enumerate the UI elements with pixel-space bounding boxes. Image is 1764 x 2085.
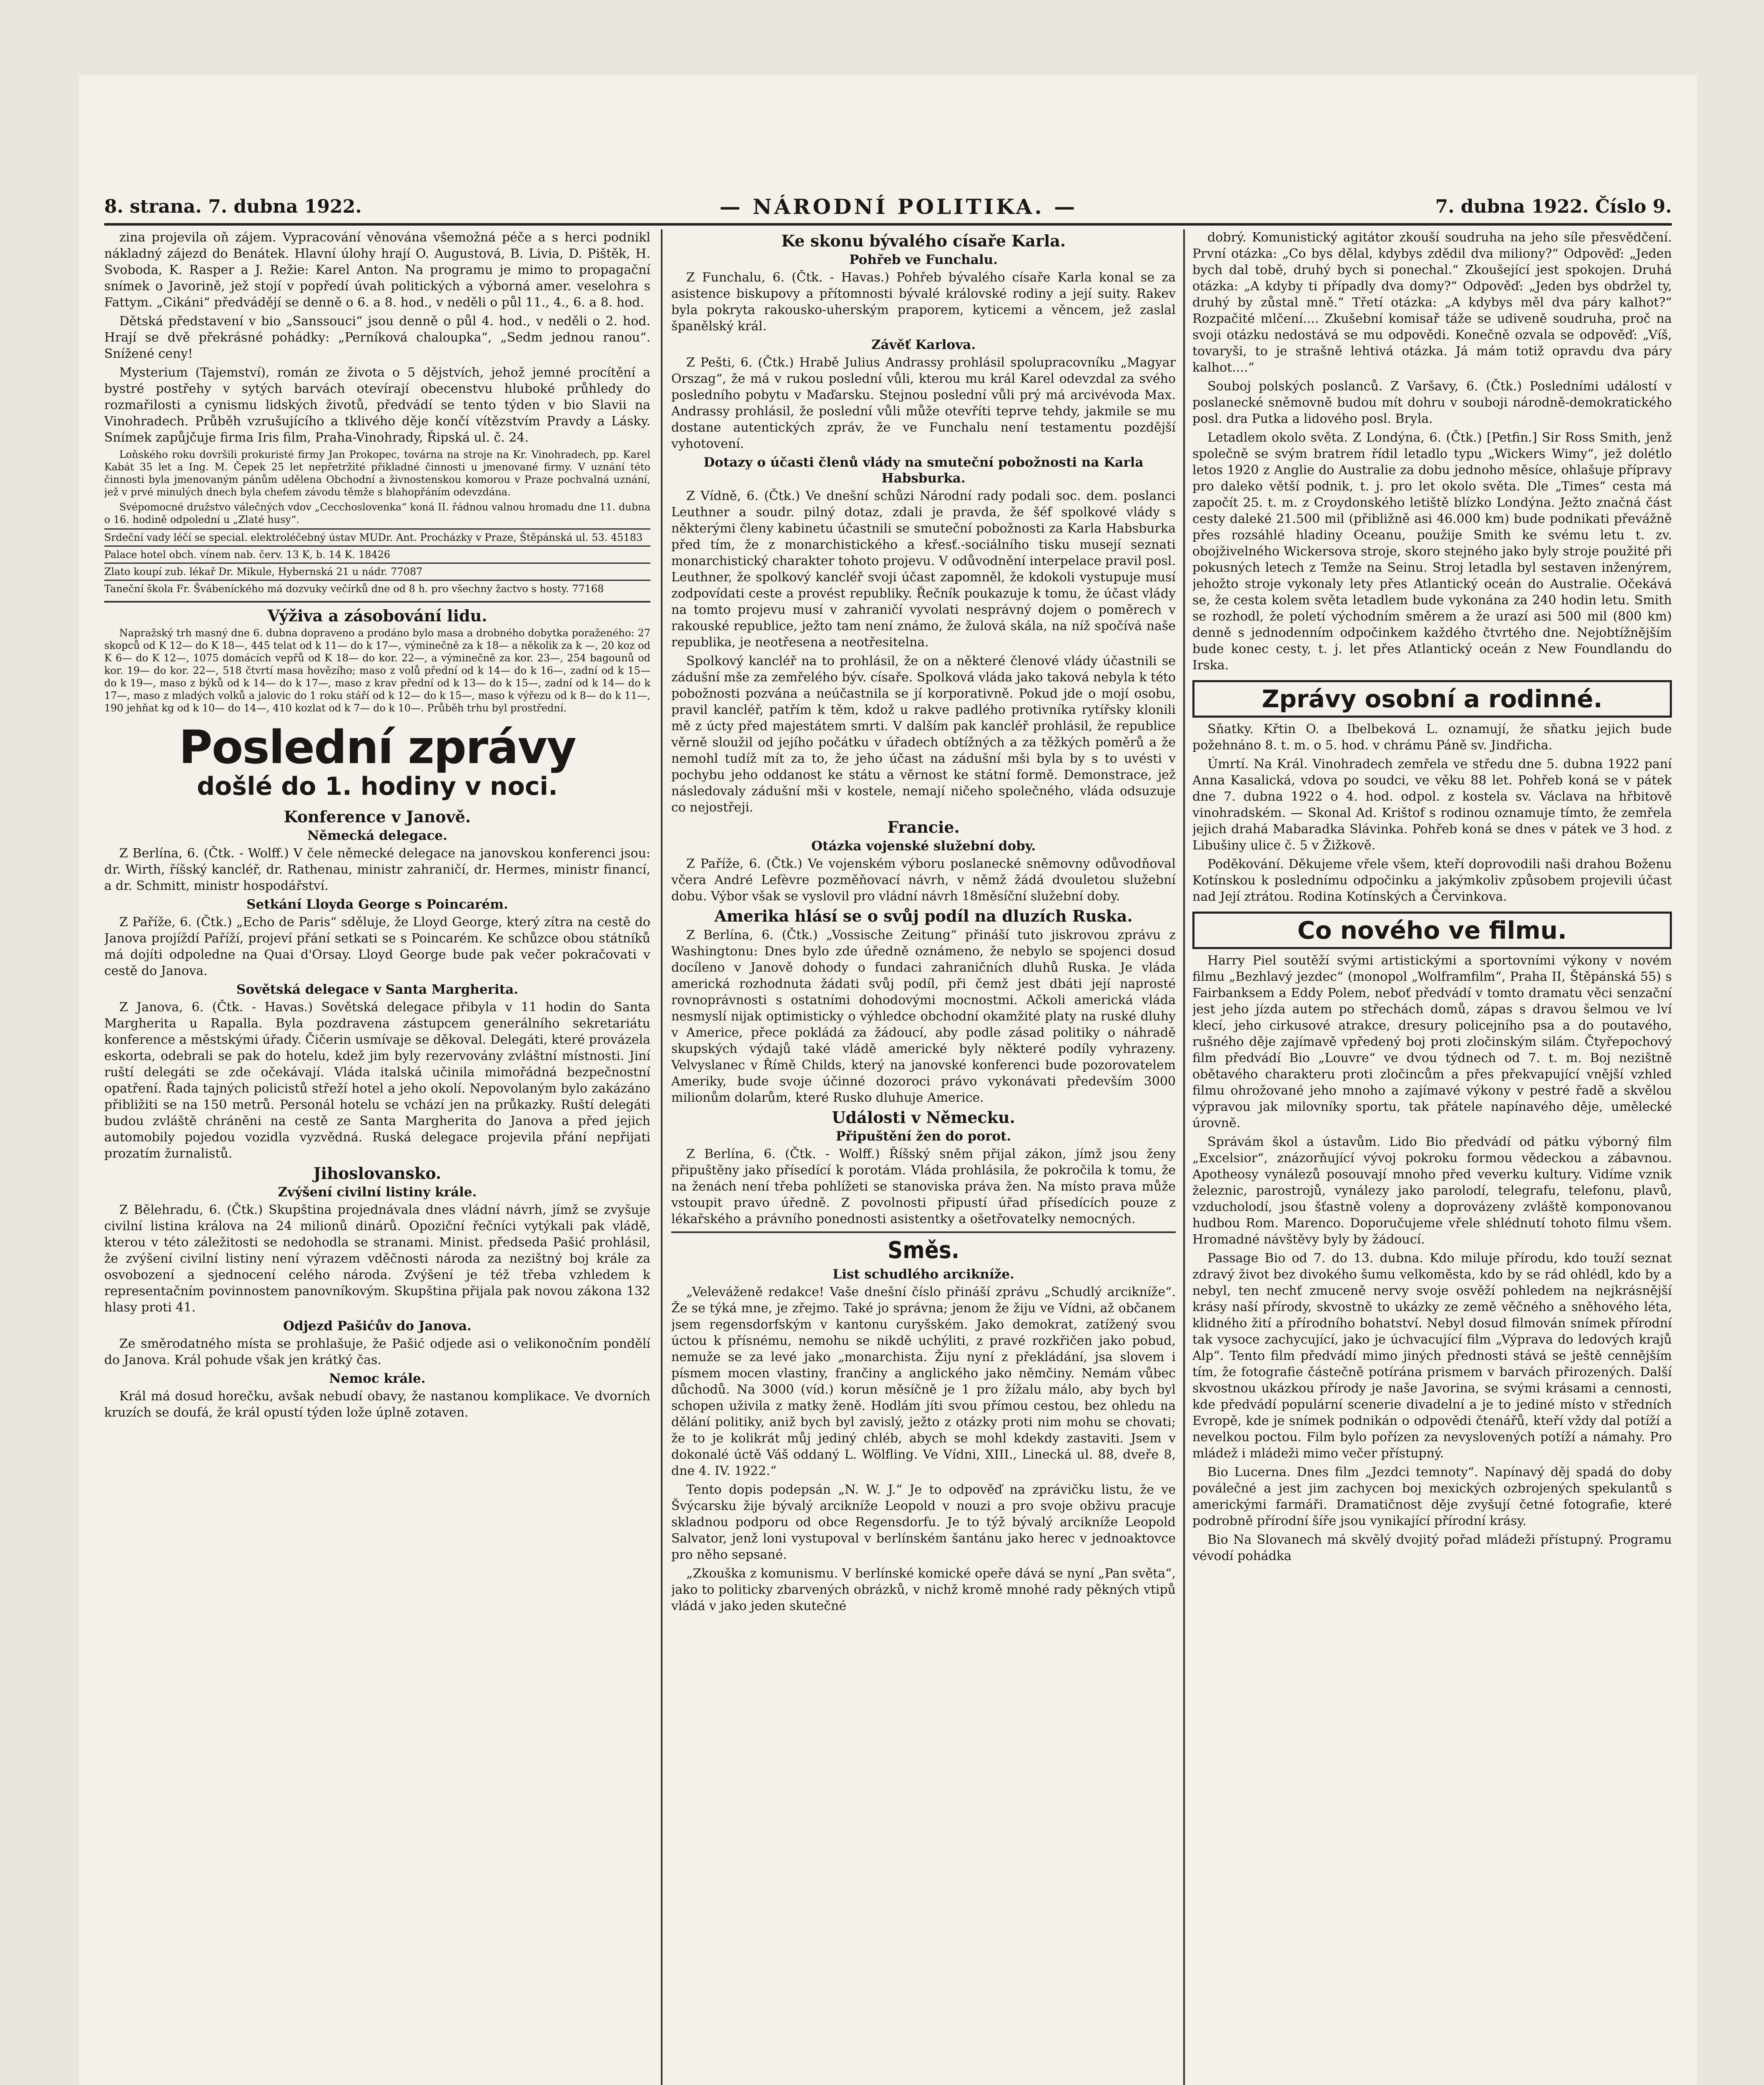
article-paragraph: Z Berlína, 6. (Čtk. - Wolff.) V čele německé delegace na janovskou konferenci jsou: dr. Wirth, říšský kancléř, dr. Rathenau, ministr zahraničí, dr. Hermes, ministr financí, a dr. Schmitt, ministr hospodářství. — [104, 846, 650, 893]
subheading: Otázka vojenské služební doby. — [811, 839, 1036, 854]
subheading: Připuštění žen do porot. — [836, 1129, 1011, 1144]
article-paragraph: Z Berlína, 6. (Čtk.) „Vossische Zeitung“ přináší tuto jiskrovou zprávu z Washingtonu: Dnes bylo zde úředně oznámeno, že nebylo se spojenci dosud docíleno v Janově dohody o fundaci zahraničních dluhů Ruska. Je vláda americká rozhodnuta žádati svůj podíl, při čemž jest dbáti její naprosté rovnoprávnosti s ostatními dohodovými mocnostmi. Ačkoli americká vláda nesmyslí nijak optimisticky o výhledce obchodní okamžité platy na ruské dluhy v Americe, přece pokládá za žádoucí, aby podle zásad politiky o náhradě skupských výdajů také vládě americké byly některé podíly vyhrazeny. Velvyslanec v Římě Childs, který na janovské konferenci bude pozorovatelem Ameriky, bude svoje účinné dozoroci právo vykonávati především 3000 milionům dolarům, které Rusko dluhuje Americe. — [671, 928, 1176, 1105]
article-paragraph: Správám škol a ústavům. Lido Bio předvádí od pátku výborný film „Excelsior“, znázorňující vývoj pokroku formou vědeckou a zábavnou. Apotheosy vynálezů posouvají mnoho před veverku kultury. Vidíme vznik železnic, parostrojů, vynálezy jako parolodí, telegrafu, telefonu, plavů, vzducholodí, jsou šťastně voleny a doprovázeny zvláště komponovanou hudbou Rom. Marenco. Doporučujeme vřele shlédnutí tohoto filmu všem. Hromadné návštěvy byly by žádoucí. — [1192, 1135, 1672, 1247]
subheading: Německá delegace. — [307, 828, 447, 843]
column-rule — [1183, 229, 1185, 2085]
article-paragraph: Z Bělehradu, 6. (Čtk.) Skupština projednávala dnes vládní návrh, jímž se zvyšuje civilní listina králova na 24 milionů dinárů. Opoziční řečníci vytýkali pak vládě, kterou v této záležitosti se nedohodla se stranami. Minist. předseda Pašić prohlásil, že zvýšení civilní listiny není výrazem vděčnosti národa za nezištný boj krále za osvobození a sjednocení celého národa. Zvýšení je též třeba vzhledem k representačním povinnostem panovníkovým. Skupština přijala pak novou zákona 132 hlasy proti 41. — [104, 1203, 650, 1315]
column-right — [1192, 229, 1672, 2085]
headline-latest-news: Poslední zprávy — [179, 721, 576, 774]
article-paragraph: Bio Na Slovanech má skvělý dvojitý pořad mládeži přístupný. Programu vévodí pohádka — [1192, 1532, 1672, 1563]
article-paragraph: Passage Bio od 7. do 13. dubna. Kdo miluje přírodu, kdo touží seznat zdravý život bez divokého šumu velkoměsta, kdo by se rád ohlédl, kdo by a nebyl, ten nechť zmuceně nervy svoje osvěží pohledem na nejkrásnější krásy naší přírody, skvostně to ukázky ze země věčného a sněhového léta, klidného žití a přírodního bohatství. Nebyl dosud filmován snímek přírodní tak vysoce zachycující, jako je úchvacující film „Výprava do ledových krajů Alp“. Tento film předvádí mimo jiných přednosti stává se ještě cennějším tím, že fotografie částečně potírána prismem v barvách přirozených. Další skvostnou ukázkou přírody je naše Javorina, se svými krásami a cennosti, kde předvádí populární scenerie divadelní a je to jediné místo v středních Evropě, kde je snímek podnikán o odpovědi čtenářů, kteří vždy dal potíží a nevelkou poctou. Film bylo pořízen za nevyslovených potíží a námahy. Pro mládež i mládeži mimo večer přístupný. — [1192, 1251, 1672, 1461]
header-right: 7. dubna 1922. Číslo 9. — [1435, 196, 1672, 217]
headline-subtitle: došlé do 1. hodiny v noci. — [197, 772, 558, 801]
article-paragraph: Sňatky. Křtin O. a Ibelbeková L. oznamují, že sňatku jejich bude požehnáno 8. t. m. o 5. hod. v chrámu Páně sv. Jindřicha. — [1192, 722, 1672, 753]
section-heading-personal: Zprávy osobní a rodinné. — [1192, 680, 1672, 718]
subheading: Dotazy o účasti členů vlády na smuteční pobožnosti na Karla Habsburka. — [703, 455, 1144, 486]
divider — [104, 601, 650, 603]
article-paragraph: zina projevila oň zájem. Vypracování věnována všemožná péče a s herci podnikl nákladný zájezd do Benátek. Hlavní úlohy hrají O. Augustová, B. Livia, D. Pištěk, H. Svoboda, K. Rasper a J. Režie: Karel Anton. Na programu je mimo to propagační snímek o Javorině, jež stojí v popředí úvah politických a výborná amer. veselohra s Fattym. „Cikáni“ předvádějí se denně o 6. a 8. hod., v neděli o půl 11., 4., 6. a 8. hod. — [104, 230, 650, 310]
article-paragraph: Spolkový kancléř na to prohlásil, že on a některé členové vlády účastnili se zádušní mše za zemřelého býv. císaře. Spolková vláda jako taková nebyla k této pobožnosti pozvána a neúčastnila se jí korporativně. Pokud jde o mojí osobu, pravil kancléř, patřím k těm, kdož u rakve padlého protivníka rytířsky klonili mě z úcty před majestátem smrti. V dalším pak kancléř prohlásil, že republice věrně sloužil od jejího počátku v úřadech obtížných a za těžkých poměrů a že nemohl tudíž mít za to, že jeho účast na zádušní mši byla by s to uvésti v pochybu jeho oddanost ke státu a věrnost ke státní formě. Demonstrace, jež následovaly zádušní mši v kostele, nemají ničeho společného, vláda odsuzuje co nejostřeji. — [671, 654, 1176, 815]
article-paragraph: dobrý. Komunistický agitátor zkouší soudruha na jeho síle přesvědčení. První otázka: „Co bys dělal, kdybys zdědil dva miliony?“ Odpověď: „Jeden bych dal tobě, druhý bych si ponechal.“ Zkoušející jest spokojen. Druhá otázka: „A kdyby ti případly dva domy?“ Odpověď: „Jeden bys obdržel ty, druhý by zůstal mně.“ Třetí otázka: „A kdybys měl dva páry kalhot?“ Rozpačité mlčení.... Zkušební komisař táže se udiveně soudruha, proč na svoji otázku nedostává se mu odpovědi. Konečně ozvala se odpověď: „Víš, tovaryši, to je strašně lehtivá otázka. Já mám totiž opravdu dva páry kalhot....“ — [1192, 230, 1672, 375]
article-paragraph: Z Berlína, 6. (Čtk. - Wolff.) Říšský sněm přijal zákon, jímž jsou ženy připuštěny jako přísedící k porotám. Vláda prohlásila, že pokročila k tomu, že na ženách není třeba pohlížeti se stanoviska práva žen. Na místo prava může vstoupit pravo úředně. Z povolnosti připustí úřad přísedících pouze z lékařského a právního ponednosti asistentky a ošetřovatelky nemocných. — [671, 1147, 1176, 1226]
subheading: Zvýšení civilní listiny krále. — [278, 1185, 477, 1200]
article-paragraph: Souboj polských poslanců. Z Varšavy, 6. (Čtk.) Posledními událostí v poslanecké sněmovně budou mít dohru v souboji národně-demokratického posl. dra Putka a lidového posl. Bryla. — [1192, 379, 1672, 426]
article-paragraph: Ze směrodatného místa se prohlašuje, že Pašić odjede asi o velikonočním pondělí do Janova. Král pohude však jen krátký čas. — [104, 1336, 650, 1367]
article-paragraph: Napražský trh masný dne 6. dubna dopraveno a prodáno bylo masa a drobného dobytka poraženého: 27 skopců od K 12— do K 18—, 445 telat od k 11— do k 17—, výminečně za k 18— a několik za k —, 20 koz od K 6— do K 12—, 1075 domácích vepřů od K 18— do kor. 22—, a výminečně za kor. 23—, 254 bagounů od kor. 19— do kor. 22—, 518 čtvrtí masa hovězího; maso z volů přední od k 14— do k 16—, zadní od k 15— do k 19—, maso z býků od k 14— do k 17—, maso z krav přední od k 13— do k 15—, zadní od k 14— do k 17—, maso z mladých volků a jalovic do 1 roku stáří od k 12— do k 15—, maso k výřezu od k 8— do k 11—, 190 jehňat kg od k 10— do 14—, 410 kozlat od k 7— do k 10—. Průběh trhu byl prostřední. — [104, 627, 650, 714]
article-paragraph: Úmrtí. Na Král. Vinohradech zemřela ve středu dne 5. dubna 1922 paní Anna Kasalická, vdova po soudci, ve věku 88 let. Pohřeb koná se v pátek dne 7. dubna 1922 o 4. hod. odpol. z kostela sv. Václava na hřbitově vinohradském. — Skonal Ad. Krištof s rodinou oznamuje tímto, že zemřela jejich drahá Mabaradka Slávinka. Pohřeb koná se dnes v pátek ve 3 hod. z Libušiny ulice č. 5 v Žižkově. — [1192, 757, 1672, 853]
subheading: Závěť Karlova. — [871, 337, 976, 352]
article-paragraph: Z Vídně, 6. (Čtk.) Ve dnešní schůzi Národní rady podali soc. dem. poslanci Leuthner a soudr. pilný dotaz, zdali je pravda, že šéf spolkové vlády s některými členy kabinetu účastnili se smuteční pobožnosti za Karla Habsburka před tím, že z monarchistického a křesť.-sociálního tisku musejí seznati monarchistický charakter tohoto projevu. V odůvodnění interpelace pravil posl. Leuthner, že spolkový kancléř svoji účast zapomněl, že kdokoli vystupuje musí zodpovídati ceste a provést republiky. Řečník poukazuje k tomu, že účast vlády na tomto projevu musí v zahraničí vyvolati nesprávný dojem o poměrech v rakouské republice, ježto tam není známo, že žulová skála, na níž spočívá naše republika, je neotřesena a neotřesitelna. — [671, 489, 1176, 650]
classified-ad: Palace hotel obch. vínem nab. červ. 13 K, b. 14 K. 18426 — [104, 545, 650, 563]
article-paragraph: Letadlem okolo světa. Z Londýna, 6. (Čtk.) [Petfin.] Sir Ross Smith, jenž společně se svým bratrem řídil letadlo typu „Wickers Wimy“, jež dolétlo letos 1920 z Anglie do Australie za dobu jednoho měsíce, ohlašuje přípravy pro daleko větší podnik, t. j. pro let okolo světa. Dle „Times“ cesta má započít 25. t. m. z Croydonského letiště blízko Londýna. Ježto značná část cesty daleké 21.500 mil (přibližně asi 46.000 km) bude podnikati převážně přes rozsáhlé hladiny Oceanu, použije Smith ke svému letu t. zv. obojživelného Wickersova stroje, skoro stejného jako byly stroje použité při pokusných letech z Temže na Seinu. Stroj letadla byl sestaven inženýrem, jehožto stroje vykonaly lety přes Atlantický oceán do Australie. Očekává se, že cesta kolem světa letadlem bude vykonána za 240 hodin letu. Smith se rozhodl, že poletí východním směrem a že urazí asi 500 mil (800 km) denně s jednodenním odpočinkem každého čtvrtého dne. Nejobtížnějším bude konec cesty, t. j. let přes Atlantický oceán z New Foundlandu do Irska. — [1192, 430, 1672, 673]
article-paragraph: Z Pešti, 6. (Čtk.) Hrabě Julius Andrassy prohlásil spolupracovníku „Magyar Orszag“, že má v rukou poslední vůli, kterou mu král Karel odevzdal za svého posledního pobytu v Maďarsku. Stejnou poslední vůli prý má arcivévoda Max. Andrassy prohlásil, že poslední vůli může otevříti teprve tehdy, jakmile se mu dostane autentických zpráv, že ve Funchalu není testamentu pozdější vyhotovení. — [671, 355, 1176, 451]
article-paragraph: Dětská představení v bio „Sanssouci“ jsou denně o půl 4. hod., v neděli o 2. hod. Hrají se dvě překrásné pohádky: „Perníková chaloupka“, „Sedm jednou ranou“. Snížené ceny! — [104, 314, 650, 361]
subheading: Setkání Lloyda George s Poincarém. — [246, 897, 508, 912]
article-paragraph: Bio Lucerna. Dnes film „Jezdci temnoty“. Napínavý děj spadá do doby poválečné a jest jim zachycen boj mexických ozbrojených spekulantů s americkými farmáři. Dramatičnost děje zvyšují četné fotografie, které podrobně přírodní šíře jsou vynikající přírodní krásy. — [1192, 1465, 1672, 1528]
article-paragraph: Z Janova, 6. (Čtk. - Havas.) Sovětská delegace přibyla v 11 hodin do Santa Margherita u Rapalla. Byla pozdravena zástupcem generálního sekretariátu konference a městskými úřady. Čičerin usmívaje se děkoval. Delegáti, které provázela eskorta, odebrali se pak do hotelu, kdež jim byly rezervovány zvláštní místnosti. Jiní ruští delegáti se zde očekávají. Vláda italská učinila mimořádná bezpečnostní opatření. Řada tajných policistů střeží hotel a jeho okolí. Nepovolaným bylo zakázáno přibližiti se na 150 metrů. Personál hotelu se vchází jen na průkazky. Ruští delegáti budou zvláště chráněni na cestě ze Santa Margherita do Janova a před jejich automobily pojedou vozidla vyzvědná. Ruská delegace projevila přání nepřijati prozatím žurnalistů. — [104, 1000, 650, 1161]
article-paragraph: Mysterium (Tajemství), román ze života o 5 dějstvích, jehož jemné procítění a bystré postřehy v sytých barvách otevírají obecenstvu hluboké průhledy do rozmařilosti a cynismu lidských životů, předvádí se tento týden v bio Slavii na Vinohradech. Průběh vzrušujícího a tklivého děje končí vítězstvím Pravdy a Lásky. Snímek zapůjčuje firma Iris film, Praha-Vinohrady, Řipská ul. č. 24. — [104, 365, 650, 445]
subheading: Sovětská delegace v Santa Margherita. — [236, 982, 518, 997]
article-paragraph: Král má dosud horečku, avšak nebudí obavy, že nastanou komplikace. Ve dvorních kruzích se doufá, že král opustí týden lože úplně zotaven. — [104, 1389, 650, 1420]
subheading: Odjezd Pašićův do Janova. — [283, 1319, 472, 1334]
section-heading: Ke skonu bývalého císaře Karla. — [781, 231, 1066, 250]
section-heading: Amerika hlásí se o svůj podíl na dluzích Ruska. — [714, 907, 1133, 925]
subheading: List schudlého arcikníže. — [833, 1267, 1014, 1282]
classified-ad: Taneční škola Fr. Švábeníckého má dozvuky večírků dne od 8 h. pro všechny žactvo s hosty. 77168 — [104, 580, 650, 597]
article-paragraph: Loňského roku dovršili prokuristé firmy Jan Prokopec, továrna na stroje na Kr. Vinohradech, pp. Karel Kabát 35 let a Ing. M. Čepek 25 let nepřetržité přikladné činnosti u jmenované firmy. V uznání této činnosti byla jmenovaným pánům udělena Obchodní a živnostenskou komorou v Praze pochvalná uznání, jež v prvé minulých dnech byla chefem závodu těmže s blahopřáním odevzdána. — [104, 449, 650, 498]
section-heading-miscellany: Směs. — [887, 1237, 960, 1264]
section-heading: Události v Německu. — [832, 1108, 1015, 1127]
subheading: Nemoc krále. — [329, 1371, 426, 1386]
classified-ad: Srdeční vady léčí se special. elektroléčebný ústav MUDr. Ant. Procházky v Praze, Štěpánská ul. 53. 45183 — [104, 528, 650, 545]
article-paragraph: Poděkování. Děkujeme vřele všem, kteří doprovodili naši drahou Boženu Kotínskou k poslednímu odpočinku a jakýmkoliv způsobem projevili účast nad Její ztrátou. Rodina Kotínských a Červinkova. — [1192, 857, 1672, 904]
header-left: 8. strana. 7. dubna 1922. — [104, 196, 362, 217]
article-paragraph: Harry Piel soutěží svými artistickými a sportovními výkony v novém filmu „Bezhlavý jezdec“ (monopol „Wolframfilm“, Praha II, Štěpánská 55) s Fairbanksem a Eddy Polem, neboť předvádí v tomto dramatu věci senzační jest jeho jízda autem po střechách domů, zápas s dravou šelmou ve lví klecí, jeho cirkusové atrakce, dresury policejního psa a do poutavého, rušného děje zajímavě vpředený boj proti zločinským silám. Čtyřepochový film předvádí Bio „Louvre“ ve dvou týdnech od 7. t. m. Boj nezištně obětavého charakteru proti zločincům a přes překvapující vnější vzhled filmu ohrožované jeho mnoho a zajímavé výkony v pestré řadě a skvělou výpravou jak milovníky sportu, tak přátele napínavého děje, umělecké úrovně. — [1192, 953, 1672, 1130]
divider — [671, 1231, 1176, 1233]
section-heading: Francie. — [887, 818, 960, 837]
article-paragraph: Svépomocné družstvo válečných vdov „Cecchoslovenka“ koná II. řádnou valnou hromadu dne 11. dubna o 16. hodině odpolední u „Zlaté husy“. — [104, 501, 650, 525]
column-rule — [661, 229, 662, 2085]
column-left — [104, 229, 650, 2085]
subheading: Pohřeb ve Funchalu. — [849, 252, 998, 267]
classified-ad: Zlato koupí zub. lékař Dr. Mikule, Hybernská 21 u nádr. 77087 — [104, 563, 650, 580]
section-heading: Konference v Janově. — [284, 807, 471, 826]
section-heading: Jihoslovansko. — [313, 1164, 442, 1183]
article-paragraph: Z Paříže, 6. (Čtk.) Ve vojenském výboru poslanecké sněmovny odůvodňoval včera André Lefèvre pozměňovací návrh, v němž žádá dvouletou služební dobu. Výbor však se vyslovil pro vládní návrh 18měsíční služební doby. — [671, 857, 1176, 904]
column-middle — [671, 229, 1176, 2085]
page-header — [104, 190, 1672, 226]
article-paragraph: Z Paříže, 6. (Čtk.) „Echo de Paris“ sděluje, že Lloyd George, který zítra na cestě do Janova projíždí Paříží, projeví přání setkati se s Poincarém. Ke schůzce obou státníků má dojíti odpoledne na Quai d'Orsay. Lloyd George bude pak večer pokračovati v cestě do Janova. — [104, 915, 650, 978]
article-paragraph: „Veleváženě redakce! Vaše dnešní číslo přináší zprávu „Schudlý arcikníže“. Že se týká mne, je zřejmo. Také jo správna; jenom že žiju ve Vídni, až občanem jsem regensdorfským v kantonu curyšském. Jako demokrat, zatížený svou úctou k přísnému, nemohu se nikdě uchýliti, z pravé rozkřičen jako pobud, nemuže se za levé jako „monarchista. Žiju nyní z překládání, jsa slovem i písmem mocen vlastiny, frančiny a anglického jako němčiny. Nemám vůbec důchodů. Na 3000 (víd.) korun měsíčně je 1 pro žížalu málo, aby bych byl schopen uživila z matky ženě. Hodlám jíti svou přímou cestou, bez ohledu na dělání politiky, aniž bych byl zavislý, ježto z otázky proti nim mohu se chovati; že to je kolikrát můj jediný chléb, abych se mohl kdekdy zastaviti. Jsem v dokonalé úctě Váš oddaný L. Wölfling. Ve Vídni, XIII., Linecká ul. 88, dveře 8, dne 4. IV. 1922.“ — [671, 1285, 1176, 1478]
article-paragraph: Z Funchalu, 6. (Čtk. - Havas.) Pohřeb bývalého císaře Karla konal se za asistence biskupovy a přítomnosti bývalé královské rodiny a její suity. Rakev byla pokryta rakousko-uherským praporem, kyticemi a věncem, jež zaslal španělský král. — [671, 270, 1176, 334]
article-paragraph: Tento dopis podepsán „N. W. J.“ Je to odpověď na zprávičku listu, že ve Švýcarsku žije bývalý arcikníže Leopold v nouzi a pro svoje obživu pracuje skladnou podporu od obce Regensdorfu. Je to týž bývalý arcikníže Leopold Salvator, jenž loni vystupoval v berlínském šantánu jako herec v jednoaktovce pro něho sepsané. — [671, 1482, 1176, 1562]
article-paragraph: „Zkouška z komunismu. V berlínské komické opeře dává se nyní „Pan světa“, jako to politicky zbarvených obrázků, v nichž kromě mnohé rady pěkných vtipů vládá v jako jeden skutečné — [671, 1566, 1176, 1613]
section-heading-film: Co nového ve filmu. — [1192, 912, 1672, 949]
masthead-title: — NÁRODNÍ POLITIKA. — — [719, 194, 1078, 219]
section-heading: Výživa a zásobování lidu. — [267, 606, 487, 625]
